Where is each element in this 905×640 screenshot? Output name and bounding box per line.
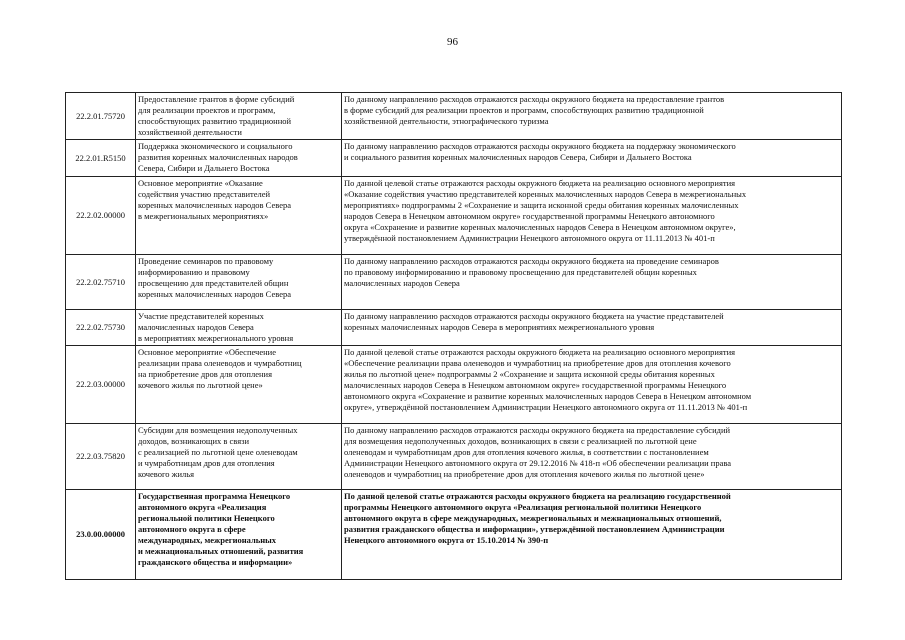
row-name: Участие представителей коренных малочисленных народов Севера в мероприятиях межрегионального уровня <box>136 310 342 346</box>
row-code: 22.2.01.75720 <box>66 93 136 140</box>
table-row <box>66 93 842 140</box>
table-row <box>66 255 842 310</box>
row-description: По данному направлению расходов отражаются расходы окружного бюджета на предоставление субсидий для возмещения недополученных доходов, возникающих в связи с реализацией по льготной цене оленеводам и чумработницам дров для отопления кочевого жилья, в соответствии с постановлением Администрации Ненецкого автономного округа от 29.12.2016 № 418-п «Об обеспечении реализации права оленеводов и чумработниц на приобретение дров для отопления кочевого жилья по льготной цене» <box>342 424 842 490</box>
row-description: По данной целевой статье отражаются расходы окружного бюджета на реализацию основного мероприятия «Обеспечение реализации права оленеводов и чумработниц на приобретение дров для отопления кочевого жилья по льготной цене» подпрограммы 2 «Сохранение и защита исконной среды обитания коренных малочисленных народов Севера в Ненецком автономном округе» государственной программы Ненецкого автономного округа «Сохранение и развитие коренных малочисленных народов Севера в Ненецком автономном округе», утверждённой постановлением Администрации Ненецкого автономного округа от 11.11.2013 № 401-п <box>342 346 842 424</box>
row-description: По данному направлению расходов отражаются расходы окружного бюджета на проведение семинаров по правовому информированию и правовому просвещению для представителей общин коренных малочисленных народов Севера <box>342 255 842 310</box>
table-row <box>66 140 842 177</box>
row-code: 23.0.00.00000 <box>66 490 136 580</box>
row-code: 22.2.03.75820 <box>66 424 136 490</box>
row-code: 22.2.02.75730 <box>66 310 136 346</box>
row-code: 22.2.01.R5150 <box>66 140 136 177</box>
table-row <box>66 490 842 580</box>
row-description: По данному направлению расходов отражаются расходы окружного бюджета на поддержку экономического и социального развития коренных малочисленных народов Севера, Сибири и Дальнего Востока <box>342 140 842 177</box>
budget-classification-table <box>65 92 842 580</box>
table-row <box>66 424 842 490</box>
row-code: 22.2.02.75710 <box>66 255 136 310</box>
row-name: Основное мероприятие «Обеспечение реализации права оленеводов и чумработниц на приобретение дров для отопления кочевого жилья по льготной цене» <box>136 346 342 424</box>
row-description: По данному направлению расходов отражаются расходы окружного бюджета на предоставление грантов в форме субсидий для реализации проектов и программ, способствующих развитию традиционной хозяйственной деятельности, этнографического туризма <box>342 93 842 140</box>
row-name: Субсидии для возмещения недополученных доходов, возникающих в связи с реализацией по льготной цене оленеводам и чумработницам дров для отопления кочевого жилья <box>136 424 342 490</box>
page-number: 96 <box>447 36 458 48</box>
table-row <box>66 177 842 255</box>
row-code: 22.2.02.00000 <box>66 177 136 255</box>
table-body <box>66 93 842 580</box>
table-row <box>66 346 842 424</box>
row-description: По данному направлению расходов отражаются расходы окружного бюджета на участие представителей коренных малочисленных народов Севера в мероприятиях межрегионального уровня <box>342 310 842 346</box>
row-description: По данной целевой статье отражаются расходы окружного бюджета на реализацию основного мероприятия «Оказание содействия участию представителей коренных малочисленных народов Севера в межрегиональных мероприятиях» подпрограммы 2 «Сохранение и защита исконной среды обитания коренных малочисленных народов Севера в Ненецком автономном округе» государственной программы Ненецкого автономного округа «Сохранение и развитие коренных малочисленных народов Севера в Ненецком автономном округе», утверждённой постановлением Администрации Ненецкого автономного округа от 11.11.2013 № 401-п <box>342 177 842 255</box>
row-name: Государственная программа Ненецкого автономного округа «Реализация региональной политики Ненецкого автономного округа в сфере международных, межрегиональных и межнациональных отношений, развития гражданского общества и информации» <box>136 490 342 580</box>
row-description: По данной целевой статье отражаются расходы окружного бюджета на реализацию государственной программы Ненецкого автономного округа «Реализация региональной политики Ненецкого автономного округа в сфере международных, межрегиональных и межнациональных отношений, развития гражданского общества и информации», утверждённой постановлением Администрации Ненецкого автономного округа от 15.10.2014 № 390-п <box>342 490 842 580</box>
row-name: Основное мероприятие «Оказание содействия участию представителей коренных малочисленных народов Севера в межрегиональных мероприятиях» <box>136 177 342 255</box>
row-name: Предоставление грантов в форме субсидий для реализации проектов и программ, способствующих развитию традиционной хозяйственной деятельности <box>136 93 342 140</box>
row-name: Поддержка экономического и социального развития коренных малочисленных народов Севера, Сибири и Дальнего Востока <box>136 140 342 177</box>
table-row <box>66 310 842 346</box>
row-code: 22.2.03.00000 <box>66 346 136 424</box>
row-name: Проведение семинаров по правовому информированию и правовому просвещению для представителей общин коренных малочисленных народов Севера <box>136 255 342 310</box>
